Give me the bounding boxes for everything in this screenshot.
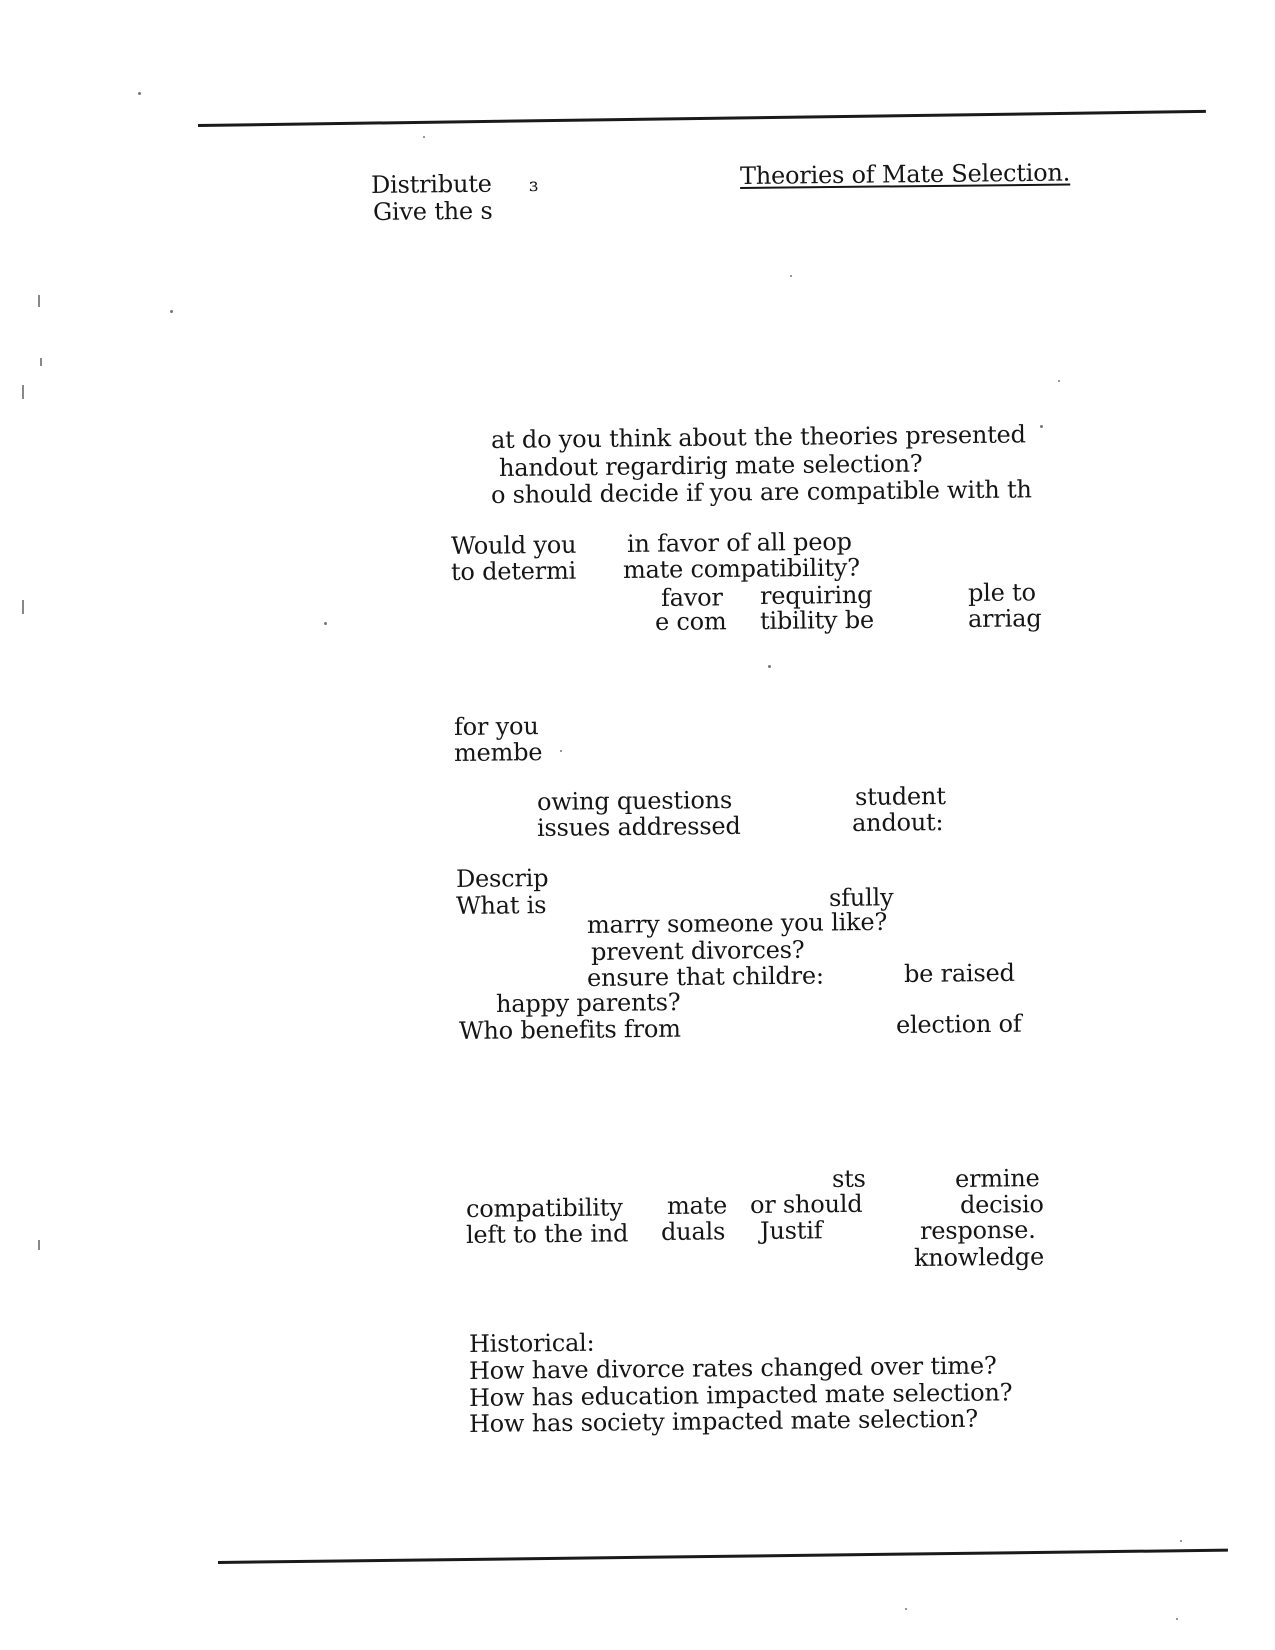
scan-edge-mark (22, 600, 24, 614)
top-divider-rule (198, 110, 1206, 127)
for-you-line-2: membe (453, 738, 543, 767)
left-to-individuals-fragment: left to the ind (465, 1219, 629, 1249)
prevent-divorces-question: prevent divorces? (590, 935, 805, 966)
scan-speck (138, 92, 141, 95)
happy-parents-question: happy parents? (495, 988, 681, 1018)
selection-of-fragment: election of (895, 1009, 1022, 1039)
individuals-fragment: duals (660, 1217, 726, 1246)
question-favor-mid-1: in favor of all peop (626, 527, 852, 558)
question-favor-sub-a-2: e com (654, 607, 727, 636)
scan-edge-mark (38, 295, 40, 307)
successfully-fragment: sfully (828, 883, 894, 912)
question-favor-left-1: Would you (450, 530, 577, 560)
marry-question: marry someone you like? (586, 907, 888, 939)
question-favor-right-2: arriag (967, 604, 1042, 633)
mate-word: mate (666, 1191, 728, 1220)
question-favor-left-2: to determi (450, 556, 577, 586)
historical-question-education: How has education impacted mate selection? (468, 1378, 1013, 1412)
header-distribute: Distribute (370, 169, 492, 199)
ensure-children-question: ensure that childre: (586, 961, 824, 992)
question-theories-line-3: o should decide if you are compatible with th (490, 475, 1032, 509)
header-give-the: Give the s (372, 196, 493, 226)
following-questions-line-1: owing questions (536, 785, 733, 816)
question-favor-sub-a-1: favor (660, 583, 723, 612)
scan-speck (1040, 425, 1043, 428)
scan-speck (905, 1608, 907, 1610)
handout-title: Theories of Mate Selection. (739, 158, 1071, 190)
scan-edge-mark (38, 1240, 40, 1250)
scan-speck (768, 665, 771, 668)
historical-heading: Historical: (468, 1328, 595, 1358)
what-is-label: What is (455, 891, 547, 920)
decision-fragment: decisio (959, 1190, 1044, 1219)
who-benefits-question: Who benefits from (458, 1014, 681, 1045)
question-favor-sub-b-1: requiring (759, 580, 873, 610)
question-favor-mid-2: mate compatibility? (622, 553, 860, 584)
question-theories-line-1: at do you think about the theories presented (490, 420, 1026, 454)
response-word: response. (919, 1215, 1036, 1245)
question-favor-sub-b-2: tibility be (759, 605, 875, 635)
question-favor-right-1: ple to (967, 578, 1036, 607)
be-raised-fragment: be raised (903, 958, 1015, 988)
scan-edge-mark (22, 385, 24, 399)
scan-speck (560, 750, 562, 752)
descriptive-heading: Descrip (455, 864, 549, 893)
scan-speck (324, 622, 327, 625)
scan-speck (790, 275, 792, 277)
suggests-fragment: sts (831, 1164, 866, 1193)
for-you-line-1: for you (453, 712, 539, 741)
justify-fragment: Justif (759, 1216, 823, 1245)
compatibility-word: compatibility (465, 1193, 623, 1223)
scan-speck (1058, 380, 1060, 382)
scan-speck (423, 136, 425, 138)
scan-edge-mark (40, 358, 42, 366)
scan-speck (1176, 1618, 1178, 1620)
historical-question-divorce: How have divorce rates changed over time? (468, 1351, 997, 1385)
student-handout-line-1: student (854, 782, 946, 811)
question-theories-line-2: handout regardirig mate selection? (498, 449, 923, 482)
header-fragment-mark: ɜ (528, 174, 539, 196)
scan-speck (170, 310, 173, 313)
historical-question-society: How has society impacted mate selection? (468, 1404, 979, 1438)
determine-fragment: ermine (954, 1164, 1040, 1193)
student-handout-line-2: andout: (851, 808, 944, 837)
or-should-fragment: or should (749, 1189, 863, 1219)
scan-speck (1180, 1540, 1182, 1542)
bottom-divider-rule (218, 1549, 1228, 1564)
following-questions-line-2: issues addressed (536, 811, 741, 842)
knowledge-word: knowledge (913, 1242, 1045, 1272)
